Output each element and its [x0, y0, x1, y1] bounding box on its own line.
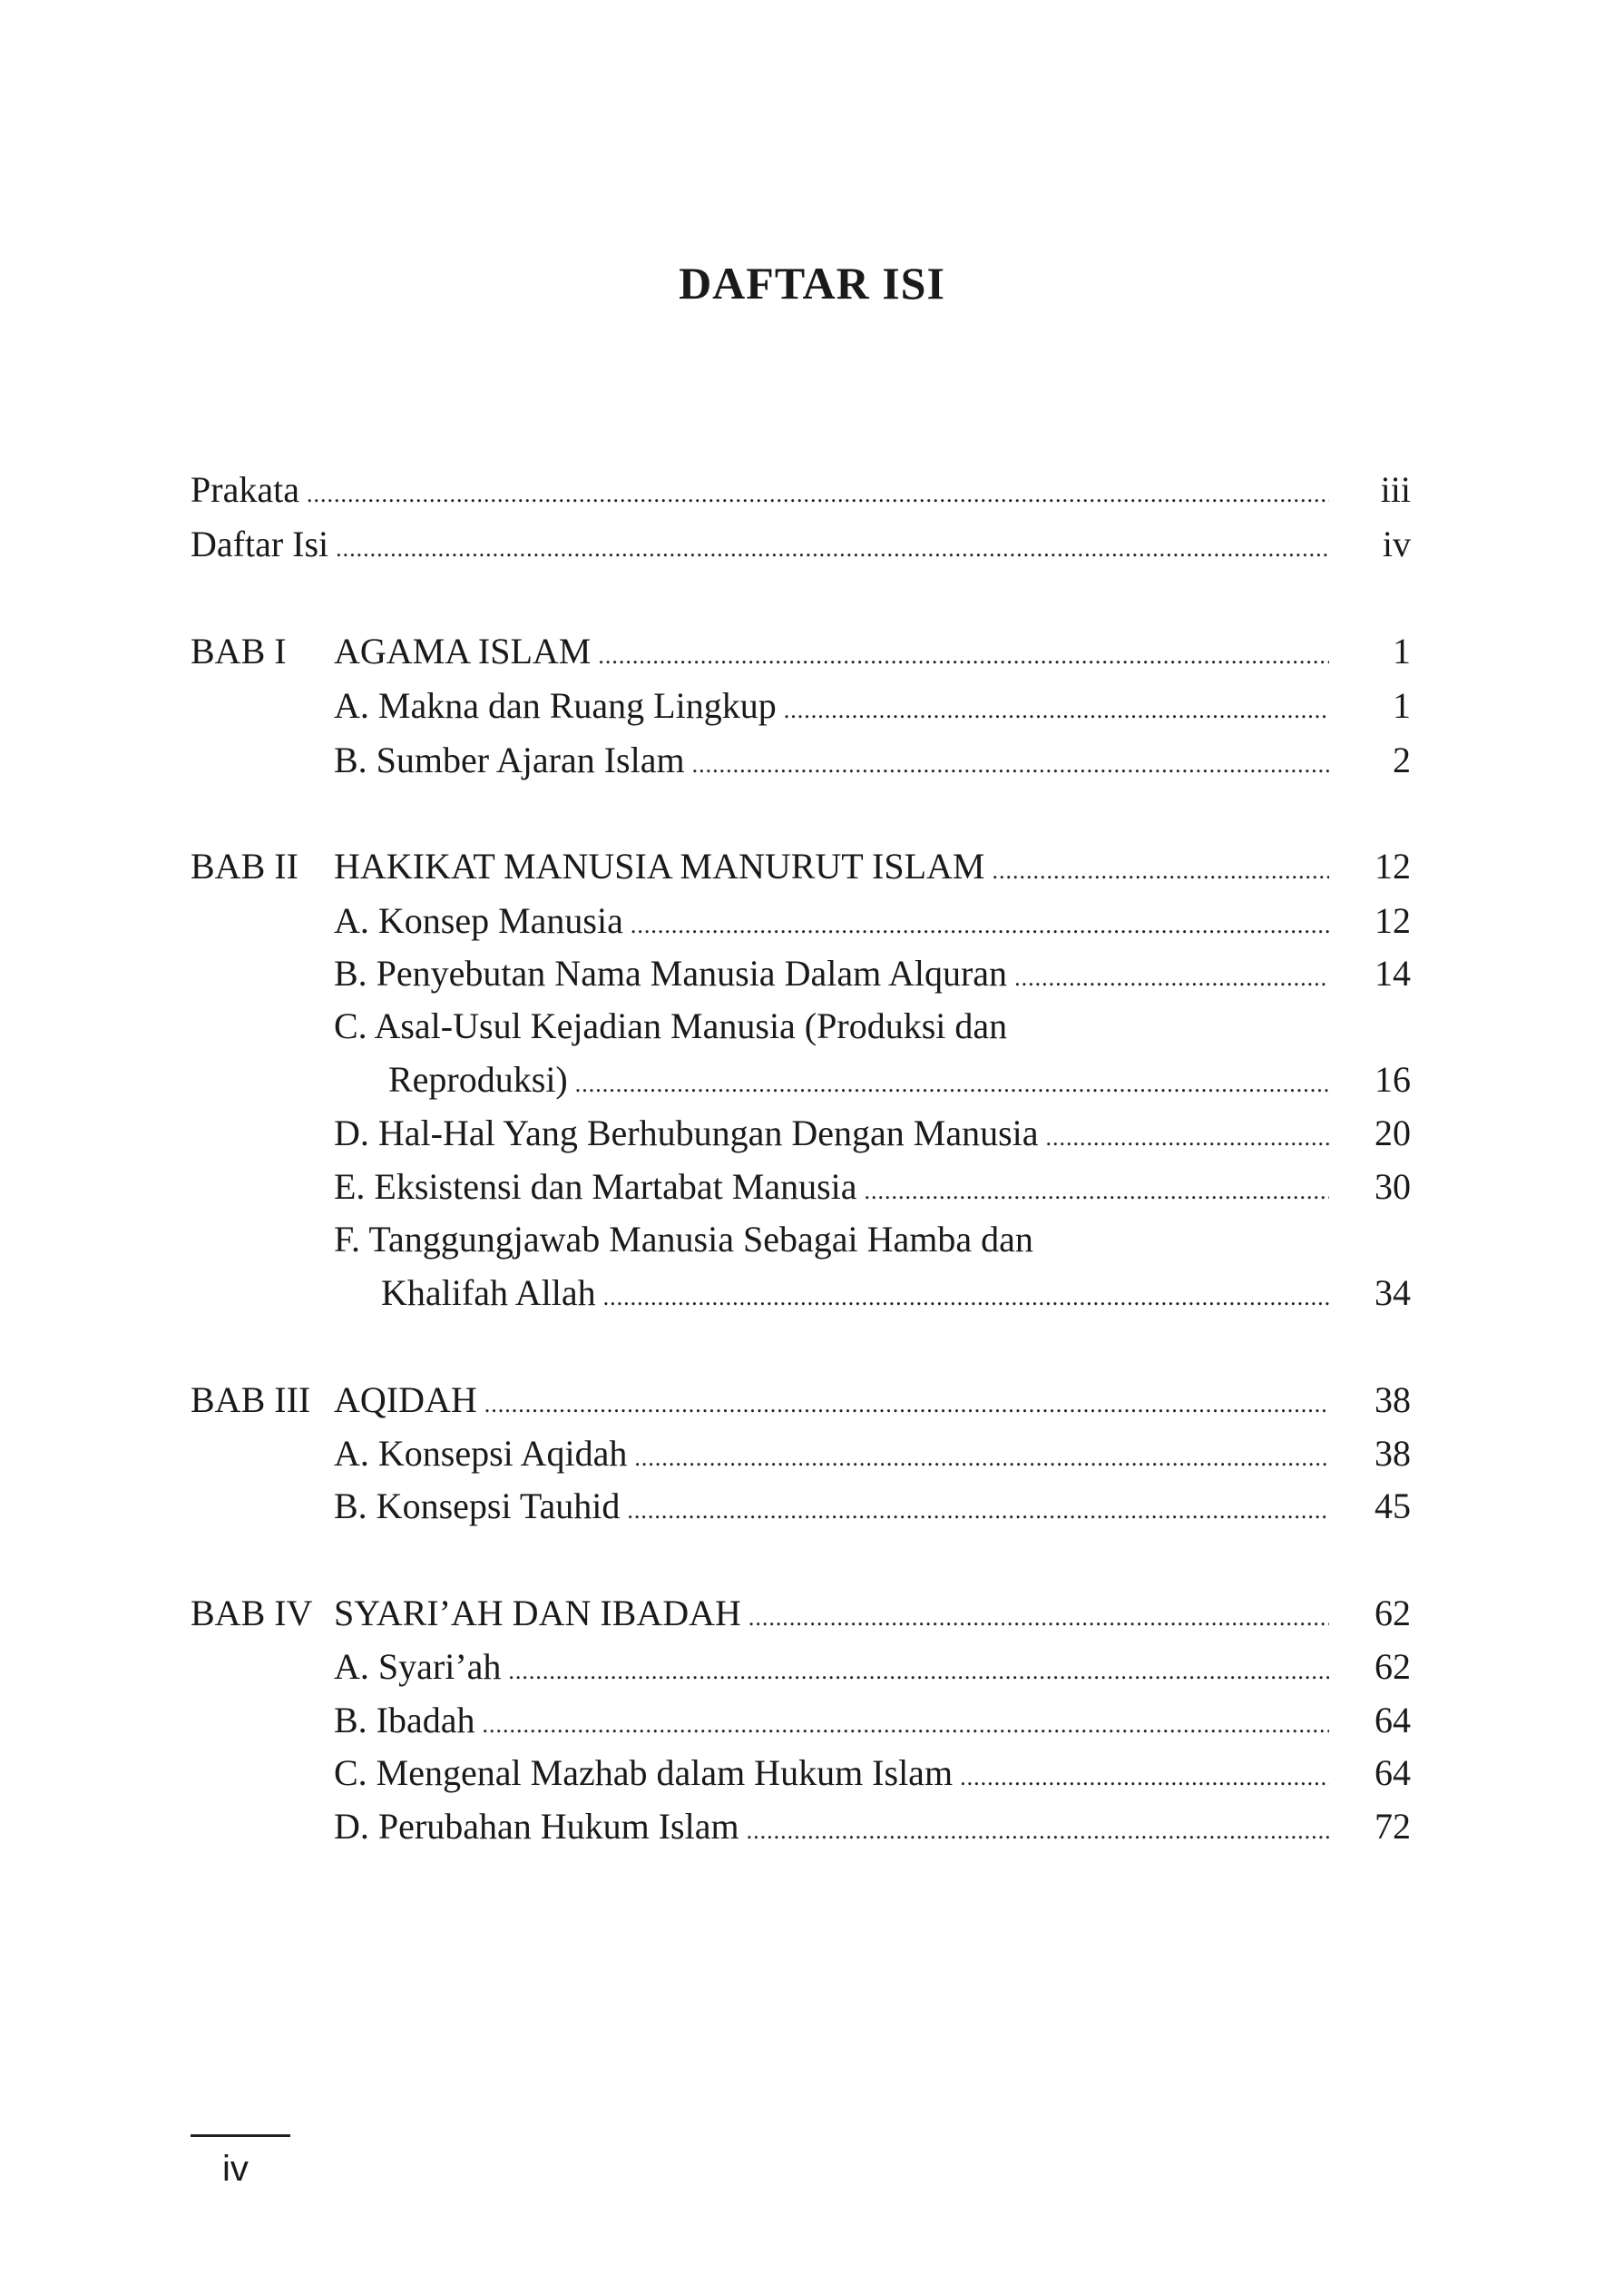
section-title-continuation: Khalifah Allah [381, 1272, 596, 1313]
footer-rule [191, 2134, 290, 2137]
section-title: C. Asal-Usul Kejadian Manusia (Produksi dan [334, 1005, 1008, 1046]
toc-row-section [191, 1746, 1411, 1800]
chapter-number: BAB III [191, 1379, 311, 1420]
toc-page-number: 14 [1375, 953, 1411, 994]
toc-row-section [191, 1106, 1411, 1161]
toc-page-number: 1 [1393, 631, 1411, 672]
dot-leader [747, 1804, 1329, 1858]
toc-page-number: 20 [1375, 1113, 1411, 1153]
section-title: B. Ibadah [334, 1700, 475, 1740]
dot-leader [307, 467, 1329, 522]
toc-label: Daftar Isi [191, 524, 329, 564]
dot-leader [508, 1644, 1329, 1699]
section-title: C. Mengenal Mazhab dalam Hukum Islam [334, 1752, 954, 1793]
section-title: D. Hal-Hal Yang Berhubungan Dengan Manusia [334, 1113, 1039, 1153]
toc-row-section [191, 999, 1411, 1054]
toc-row-section [191, 894, 1411, 948]
dot-leader [992, 844, 1329, 898]
toc-page-number: 72 [1375, 1806, 1411, 1847]
section-title: B. Penyebutan Nama Manusia Dalam Alquran [334, 953, 1008, 994]
section-title: A. Konsep Manusia [334, 900, 623, 941]
toc-row-chapter [191, 1373, 1411, 1427]
toc-page-number: 62 [1375, 1593, 1411, 1633]
toc-page-number: 62 [1375, 1646, 1411, 1687]
toc-row-section [191, 733, 1411, 788]
toc-row-prakata [191, 463, 1411, 517]
toc-page-number: 45 [1375, 1485, 1411, 1526]
section-title: A. Makna dan Ruang Lingkup [334, 685, 777, 726]
toc-row-section [191, 679, 1411, 733]
toc-page-number: 16 [1375, 1059, 1411, 1100]
toc-page-number: 1 [1393, 685, 1411, 726]
section-title: D. Perubahan Hukum Islam [334, 1806, 739, 1847]
dot-leader [484, 1377, 1329, 1432]
toc-page-number: 30 [1375, 1166, 1411, 1207]
section-title: A. Konsepsi Aqidah [334, 1433, 628, 1474]
dot-leader [784, 683, 1329, 738]
toc-page-number: 64 [1375, 1752, 1411, 1793]
chapter-title: HAKIKAT MANUSIA MANURUT ISLAM [334, 846, 985, 887]
toc-row-section [191, 1212, 1411, 1267]
section-title: A. Syari’ah [334, 1646, 502, 1687]
toc-page-number: iii [1380, 469, 1411, 510]
dot-leader [336, 522, 1329, 576]
chapter-title: SYARI’AH DAN IBADAH [334, 1593, 741, 1633]
toc-row-section [191, 1693, 1411, 1748]
footer-page-number: iv [222, 2149, 249, 2189]
dot-leader [598, 629, 1329, 683]
dot-leader [1014, 951, 1329, 1005]
section-title: F. Tanggungjawab Manusia Sebagai Hamba dan [334, 1219, 1033, 1260]
section-title: E. Eksistensi dan Martabat Manusia [334, 1166, 857, 1207]
toc-page-number: iv [1382, 524, 1411, 564]
toc-row-section [191, 1160, 1411, 1214]
toc-page-number: 38 [1375, 1379, 1411, 1420]
chapter-number: BAB II [191, 846, 298, 887]
toc-row-daftar-isi [191, 517, 1411, 572]
toc-row-chapter [191, 839, 1411, 894]
chapter-number: BAB I [191, 631, 287, 672]
toc-row-chapter [191, 1586, 1411, 1641]
toc-row-section [191, 1479, 1411, 1534]
dot-leader [631, 898, 1329, 953]
dot-leader [1046, 1111, 1329, 1165]
toc-label: Prakata [191, 469, 299, 510]
toc-row-section-continuation [191, 1266, 1411, 1320]
dot-leader [483, 1698, 1329, 1752]
toc-page-number: 12 [1375, 846, 1411, 887]
chapter-title: AQIDAH [334, 1379, 477, 1420]
toc-row-chapter [191, 624, 1411, 679]
dot-leader [634, 1431, 1329, 1485]
chapter-title: AGAMA ISLAM [334, 631, 592, 672]
toc-row-section [191, 1426, 1411, 1481]
section-title: B. Konsepsi Tauhid [334, 1485, 621, 1526]
dot-leader [627, 1484, 1329, 1538]
toc-row-section [191, 946, 1411, 1001]
dot-leader [575, 1057, 1329, 1112]
dot-leader [748, 1591, 1329, 1645]
toc-row-section [191, 1799, 1411, 1854]
dot-leader [865, 1164, 1329, 1219]
toc-page-number: 38 [1375, 1433, 1411, 1474]
page-title: DAFTAR ISI [679, 258, 945, 309]
toc-page-number: 12 [1375, 900, 1411, 941]
dot-leader [692, 738, 1329, 792]
toc-row-section-continuation [191, 1053, 1411, 1107]
toc-page-number: 2 [1393, 740, 1411, 780]
toc-row-section [191, 1640, 1411, 1694]
dot-leader [960, 1750, 1329, 1805]
chapter-number: BAB IV [191, 1593, 313, 1633]
dot-leader [603, 1270, 1329, 1325]
section-title: B. Sumber Ajaran Islam [334, 740, 685, 780]
toc-page-number: 64 [1375, 1700, 1411, 1740]
toc-page-number: 34 [1375, 1272, 1411, 1313]
section-title-continuation: Reproduksi) [388, 1059, 568, 1100]
